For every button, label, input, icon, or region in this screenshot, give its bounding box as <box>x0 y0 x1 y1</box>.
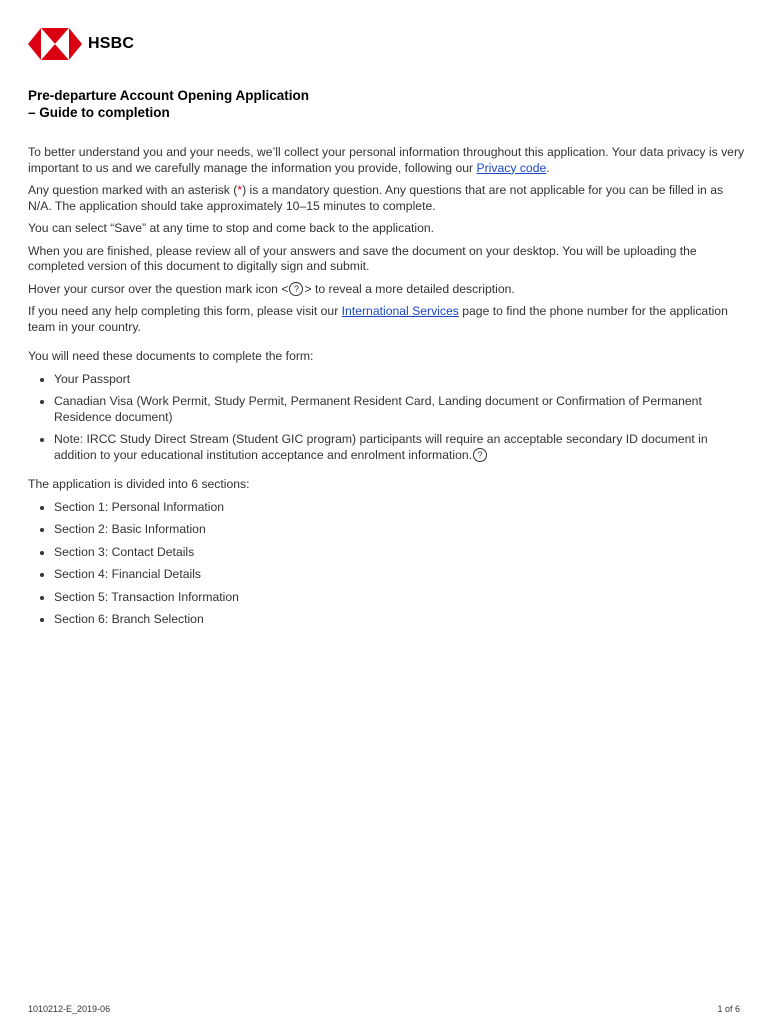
intro-review: When you are finished, please review all of your answers and save the document on your desktop. You will be uploading the completed version of this document to digitally sign and submit. <box>28 243 697 273</box>
list-item: Note: IRCC Study Direct Stream (Student GIC program) participants will require an acceptable secondary ID document in addition to your educational institution acceptance and enrolment information. ? <box>28 432 748 463</box>
brand-name: HSBC <box>88 35 135 52</box>
asterisk-marker: * <box>237 183 243 197</box>
form-code: 1010212-E_2019-06 <box>28 1004 111 1014</box>
list-item: Section 4: Financial Details <box>28 567 748 583</box>
list-item: Canadian Visa (Work Permit, Study Permit, Permanent Resident Card, Landing document or Confirmation of Permanent Residence document) <box>28 394 748 425</box>
question-mark-icon[interactable]: ? <box>473 448 487 462</box>
list-item: Section 1: Personal Information <box>28 500 748 516</box>
intro-mandatory: Any question marked with an asterisk (*) is a mandatory question. Any questions that are not applicable for you can be filled in as N/A. The application should take approximately 10–15 minutes to complete. <box>28 183 724 213</box>
title-line-2: – Guide to completion <box>28 105 170 120</box>
list-item: Section 2: Basic Information <box>28 522 748 538</box>
page-title <box>28 87 309 121</box>
privacy-code-link[interactable]: Privacy code <box>476 160 547 175</box>
question-mark-icon[interactable]: ? <box>289 282 303 296</box>
sections-list <box>28 500 748 628</box>
documents-heading: You will need these documents to complete the form: <box>28 349 314 363</box>
intro-hover: Hover your cursor over the question mark icon < ? > to reveal a more detailed description. <box>28 281 515 296</box>
hsbc-logo <box>28 28 134 60</box>
documents-list <box>28 372 748 464</box>
title-line-1: Pre-departure Account Opening Application <box>28 88 310 103</box>
intro-help: If you need any help completing this form, please visit our International Services page to find the phone number for the application team in your country. <box>28 304 728 334</box>
intro-save: You can select “Save” at any time to stop and come back to the application. <box>28 221 435 235</box>
list-item: Your Passport <box>28 372 748 388</box>
intro-privacy: To better understand you and your needs, we’ll collect your personal information throughout this application. Your data privacy is very important to us and we carefully manage the information you provide, following our Privacy code. <box>28 145 745 175</box>
page-number: 1 of 6 <box>717 1004 740 1014</box>
list-item: Section 5: Transaction Information <box>28 590 748 606</box>
list-item: Section 6: Branch Selection <box>28 612 748 628</box>
sections-heading: The application is divided into 6 sections: <box>28 477 250 491</box>
list-item: Section 3: Contact Details <box>28 545 748 561</box>
guide-content <box>28 145 748 635</box>
hsbc-hexagon-icon <box>28 28 82 60</box>
international-services-link[interactable]: International Services <box>341 304 459 318</box>
